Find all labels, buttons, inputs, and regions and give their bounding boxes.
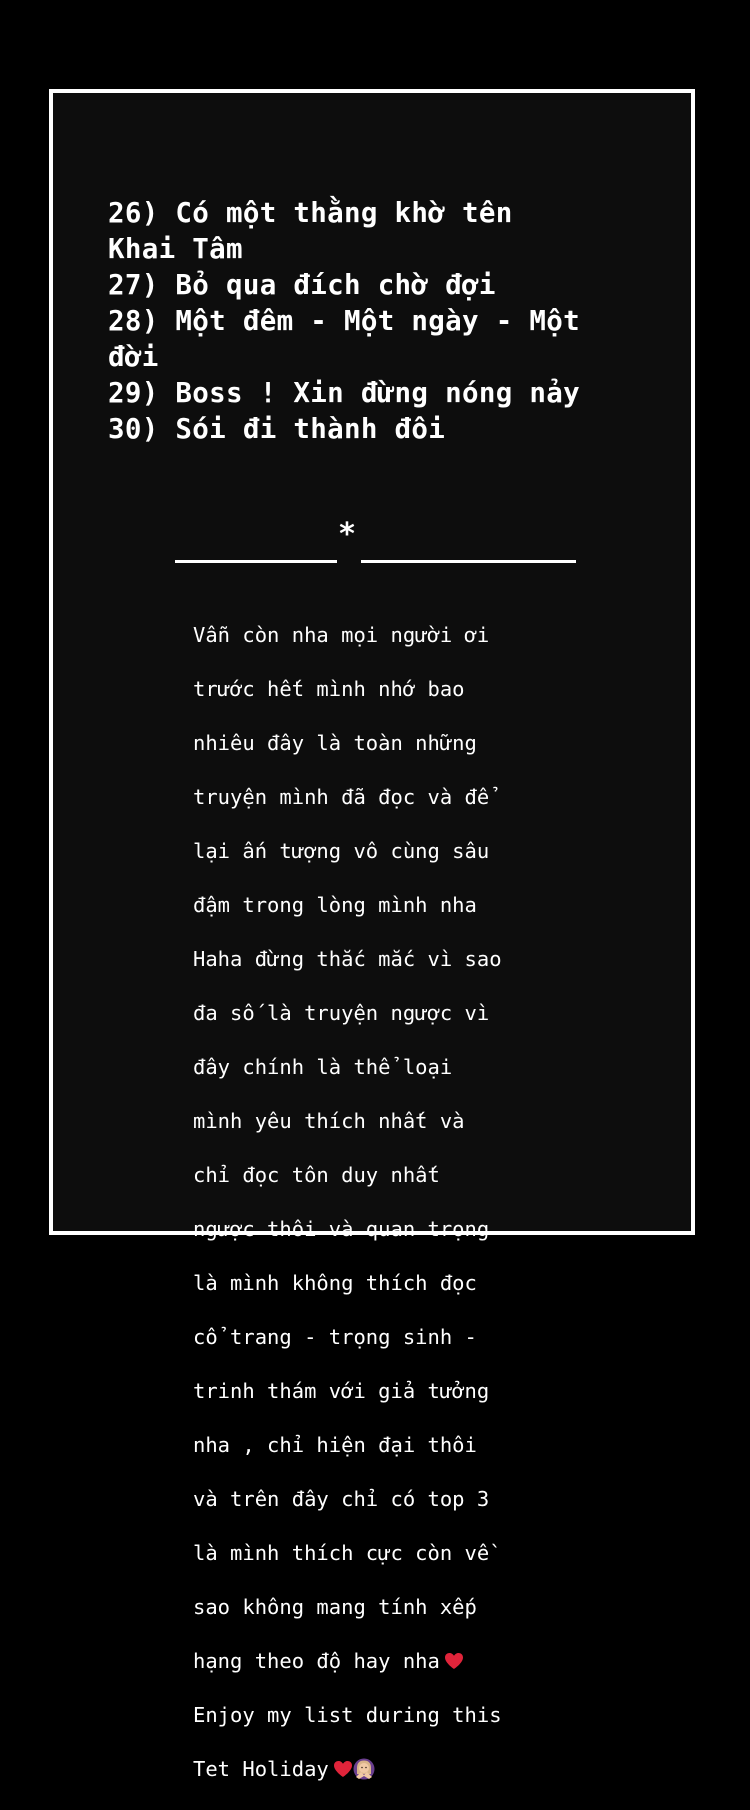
paragraph-line: truyện mình đã đọc và để [193,785,490,809]
divider-star: * [338,517,357,552]
paragraph-line: là mình thích cực còn về [193,1541,490,1565]
paragraph-line: trinh thám với giả tưởng [193,1379,490,1403]
paragraph-line: Enjoy my list during this [193,1703,502,1727]
paragraph-line: là mình không thích đọc [193,1271,477,1295]
list-item: 27) Bỏ qua đích chờ đợi [108,269,496,301]
note-paragraph [193,595,563,1810]
paragraph-line: sao không mang tính xếp [193,1595,477,1619]
person-gesturing-no-icon [353,1758,375,1780]
paragraph-line: và trên đây chỉ có top 3 [193,1487,490,1511]
paragraph-text: hạng theo độ hay nha [193,1649,440,1673]
paragraph-line: cổ trang - trọng sinh - [193,1325,477,1349]
paragraph-line: ngược thôi và quan trọng [193,1217,490,1241]
list-item: 30) Sói đi thành đôi [108,413,446,445]
section-divider [175,517,580,570]
paragraph-line: trước hết mình nhớ bao [193,677,465,701]
paragraph-line: mình yêu thích nhất và [193,1109,465,1133]
paragraph-line: Vẫn còn nha mọi người ơi [193,623,490,647]
divider-line-left [175,560,337,563]
list-item: 29) Boss ! Xin đừng nóng nảy [108,377,580,409]
divider-line-right [361,560,576,563]
paragraph-line: lại ấn tượng vô cùng sâu [193,839,490,863]
paragraph-line: đa số là truyện ngược vì [193,1001,490,1025]
paragraph-line-with-heart [193,1648,563,1675]
paragraph-line: đậm trong lòng mình nha [193,893,477,917]
paragraph-line: Haha đừng thắc mắc vì sao [193,947,502,971]
red-heart-icon [444,1652,464,1670]
paragraph-line: nha , chỉ hiện đại thôi [193,1433,477,1457]
paragraph-line: nhiêu đây là toàn những [193,731,477,755]
paragraph-line: chỉ đọc tôn duy nhất [193,1163,440,1187]
red-heart-icon [333,1760,353,1778]
list-item: 26) Có một thằng khờ tên Khai Tâm [108,197,513,265]
paragraph-line-last [193,1756,563,1783]
list-item: 28) Một đêm - Một ngày - Một đời [108,305,580,373]
paragraph-text: Tet Holiday [193,1757,329,1781]
paragraph-line: đây chính là thể loại [193,1055,453,1079]
book-list [108,195,588,447]
